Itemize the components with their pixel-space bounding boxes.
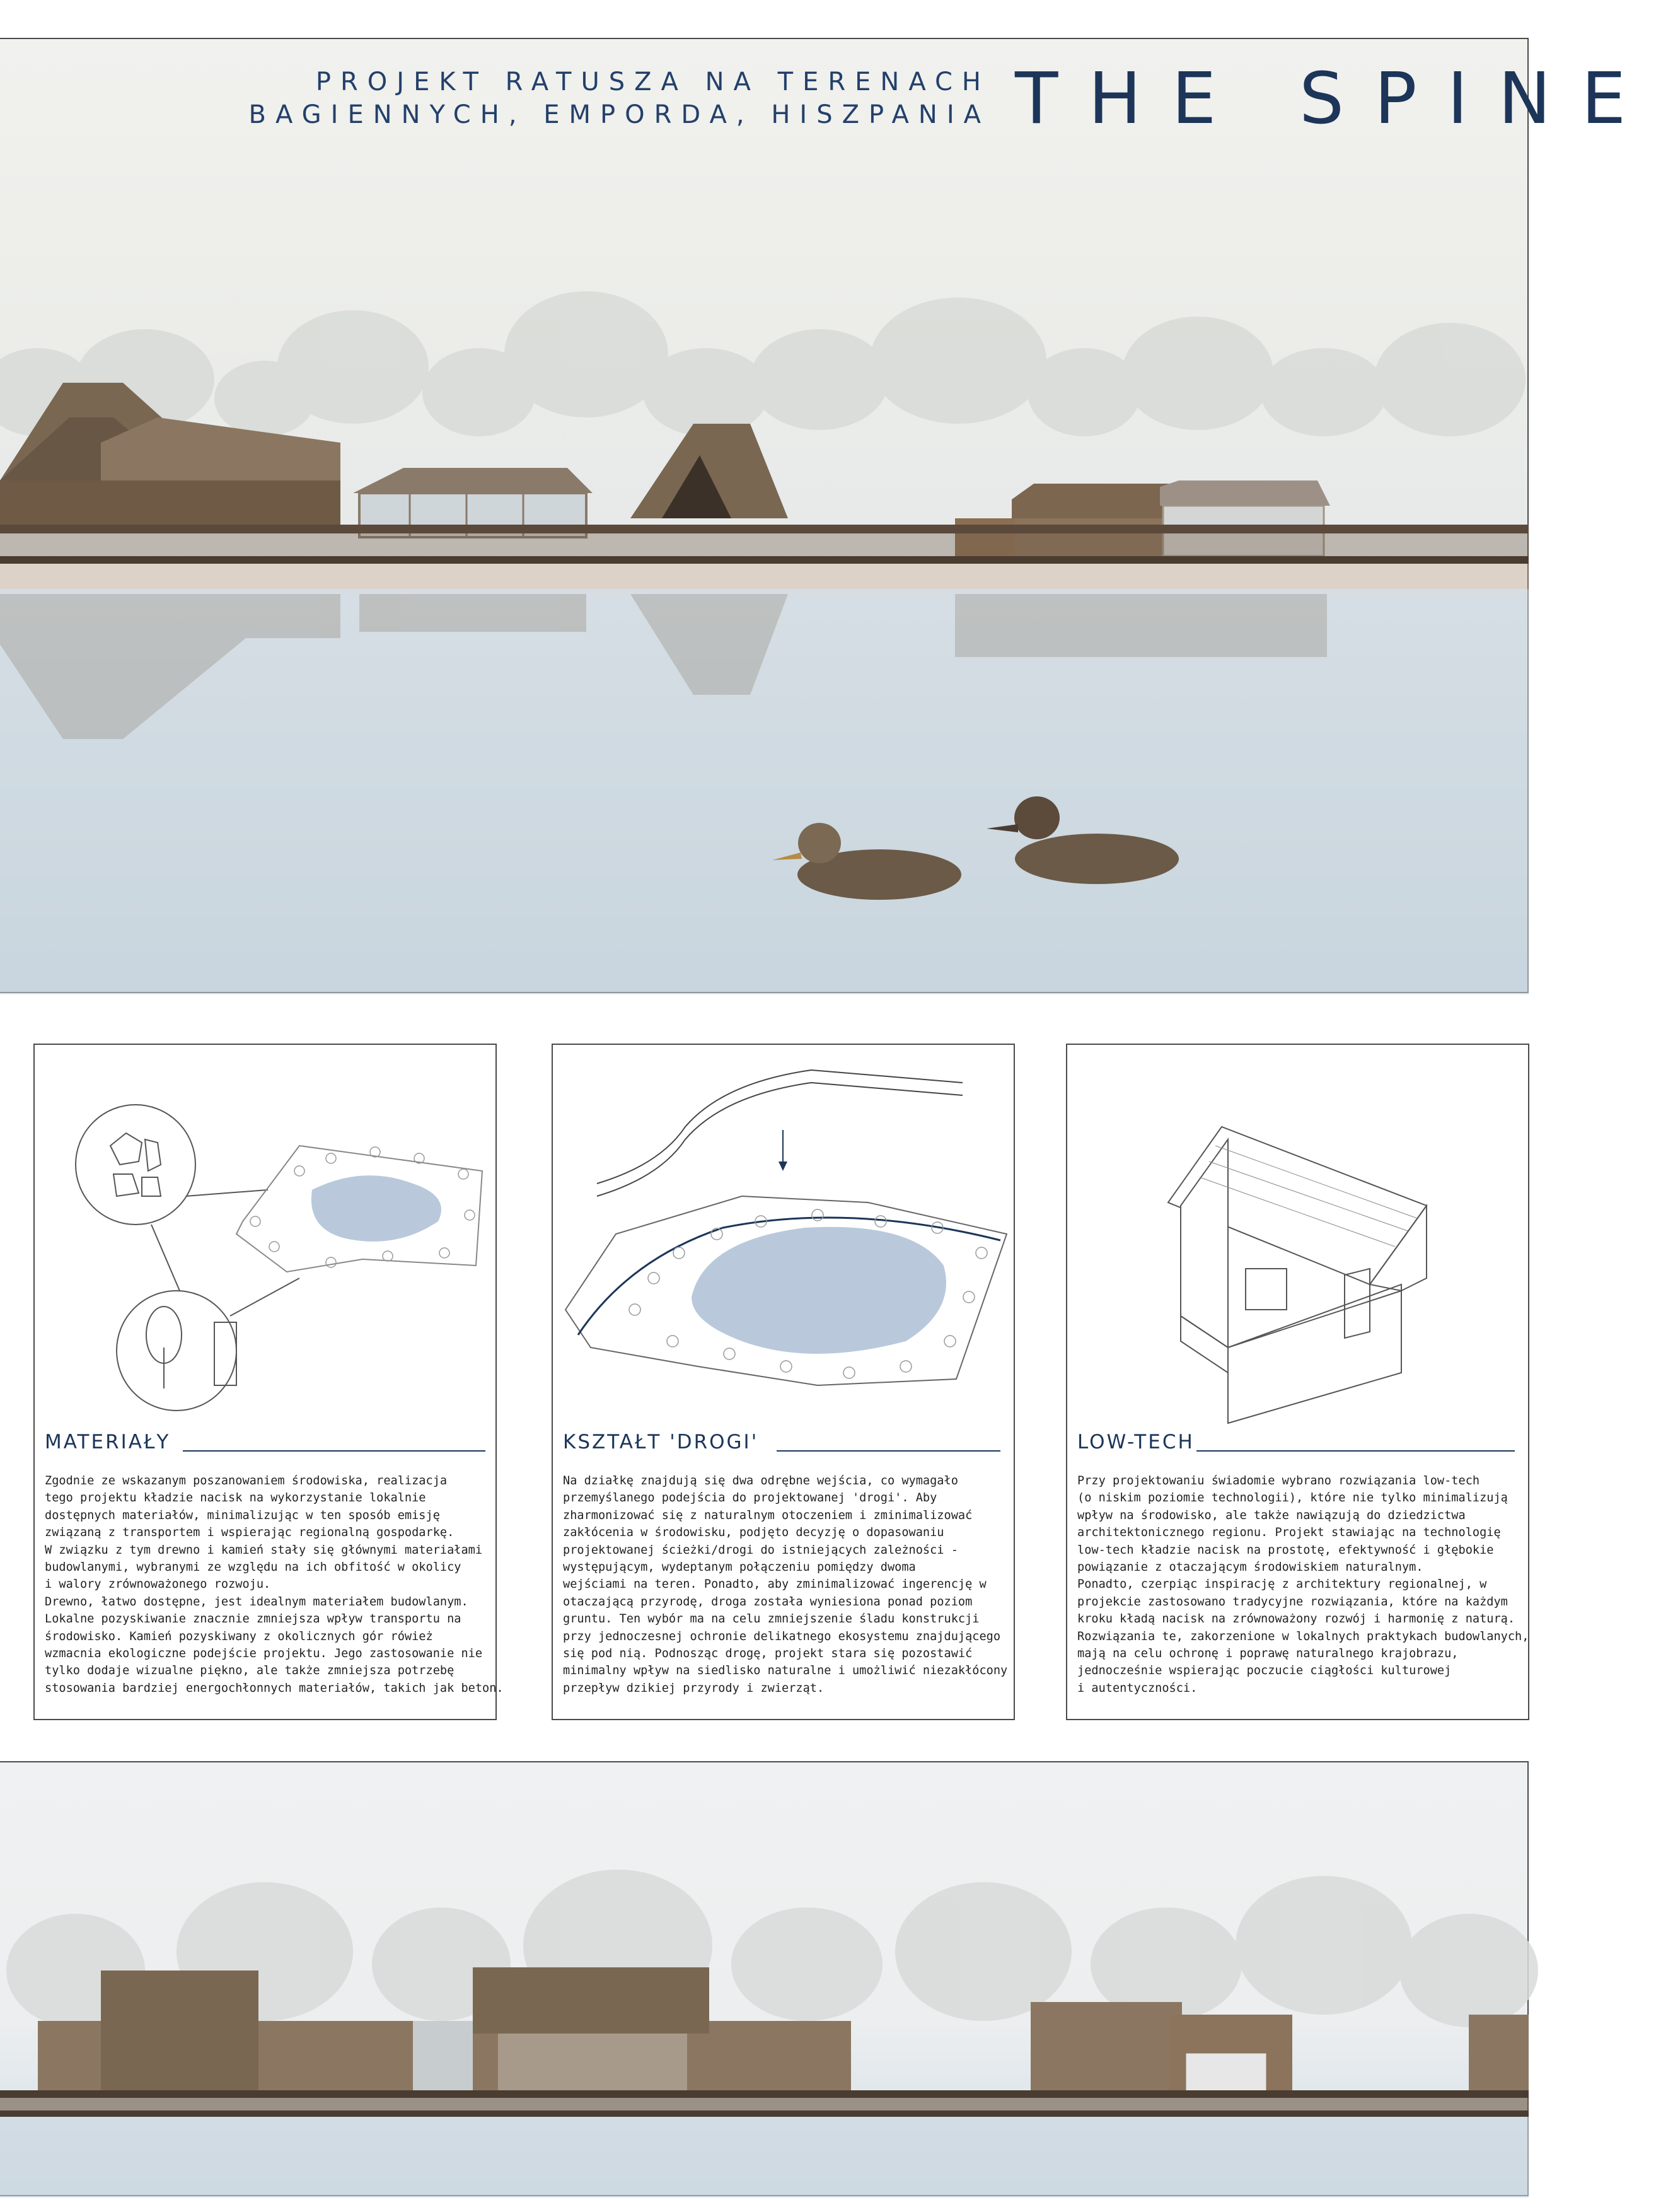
panel-materialy [33, 1044, 504, 1720]
panel-text-lowtech: Przy projektowaniu świadomie wybrano rozwiązania low-tech (o niskim poziomie technologii), które nie tylko minimalizują wpływ na środowisko, ale także nawiązują do dziedzictwa architektonicznego regionu. Projekt stawiając na technologię low-tech kładzie nacisk na prostotę, efektywność i głębokie powiązanie z otaczającym środowiskiem naturalnym. Ponadto, czerpiąc inspirację z architektury regionalnej, w projekcie zastosowano tradycyjne rozwiązania, które na każdym kroku kładą nacisk na zrównoważony rozwój i harmonię z naturą. Rozwiązania te, zakorzenione w lokalnych praktykach budowlanych, mają na celu ochronę i poprawę naturalnego krajobrazu, jednocześnie wspierając poczucie ciągłości kulturowej i autentyczności. [1077, 1474, 1529, 1695]
project-subtitle [249, 66, 990, 131]
panel-title-lowtech: LOW-TECH [1077, 1431, 1195, 1453]
elevation-rendering [0, 1761, 1529, 2196]
title-rule [777, 1450, 1000, 1452]
materials-diagram [35, 1045, 498, 1423]
panel-title-materialy: MATERIAŁY [45, 1431, 171, 1453]
panel-low-tech [1066, 1044, 1529, 1720]
subtitle-line-2: BAGIENNYCH, EMPORDA, HISZPANIA [248, 100, 990, 129]
water-shape [692, 1227, 946, 1354]
panel-text-materialy: Zgodnie ze wskazanym poszanowaniem środowiska, realizacja tego projektu kładzie nacisk na wykorzystanie lokalnie dostępnych materiałów, minimalizując w ten sposób emisję związaną z transportem i wspierając regionalną gospodarkę. W związku z tym drewno i kamień stały się głównymi materiałami budowlanymi, wybranymi ze względu na ich obfitość w okolicy i walory zrównoważonego rozwoju. Drewno, łatwo dostępne, jest idealnym materiałem budowlanym. Lokalne pozyskiwanie znacznie zmniejsza wpływ transportu na środowisko. Kamień pozyskiwany z okolicznych gór rówież wzmacnia ekologiczne podejście projektu. Jego zastosowanie nie tylko dodaje wizualne piękno, ale także zmniejsza potrzebę stosowania bardziej energochłonnych materiałów, takich jak beton. [45, 1474, 504, 1695]
hero-rendering [0, 38, 1656, 993]
house-diagram [1067, 1045, 1531, 1423]
elevation-scene [0, 1762, 1529, 2197]
panel-ksztalt-drogi [552, 1044, 1015, 1720]
building-a-frame [630, 424, 788, 518]
panel-text-ksztalt: Na działkę znajdują się dwa odrębne wejścia, co wymagało przemyślanego podejścia do projektowanej 'drogi'. Aby zharmonizować się z naturalnym otoczeniem i zminimalizować zakłócenia w środowisku, podjęto decyzję o dopasowaniu projektowanej ścieżki/drogi do istniejących zależności - występującym, wydeptanym połączeniu pomiędzy dwoma wejściami na teren. Ponadto, aby zminimalizować ingerencję w otaczającą przyrodę, droga została wyniesiona ponad poziom gruntu. Ten wybór ma na celu zmniejszenie śladu konstrukcji przy jednoczesnej ochronie delikatnego ekosystemu znajdującego się pod nią. Podnosząc drogę, projekt stara się pozostawić minimalny wpływ na siedlisko naturalne i umożliwić niezakłócony przepływ dzikiej przyrody i zwierząt. [563, 1474, 1008, 1695]
subtitle-line-1: PROJEKT RATUSZA NA TERENACH [315, 67, 990, 96]
title-rule [1196, 1450, 1515, 1452]
boardwalk [0, 525, 1529, 589]
title-rule [183, 1450, 485, 1452]
elevation-boardwalk [0, 2090, 1529, 2117]
project-title: THE SPINE [1015, 58, 1656, 140]
water [0, 2117, 1529, 2197]
path-diagram [553, 1045, 1016, 1423]
panel-title-ksztalt: KSZTAŁT 'DROGI' [563, 1431, 759, 1453]
hero-scene [0, 39, 1529, 994]
background-trees [0, 291, 1526, 436]
water-shape [311, 1175, 441, 1242]
